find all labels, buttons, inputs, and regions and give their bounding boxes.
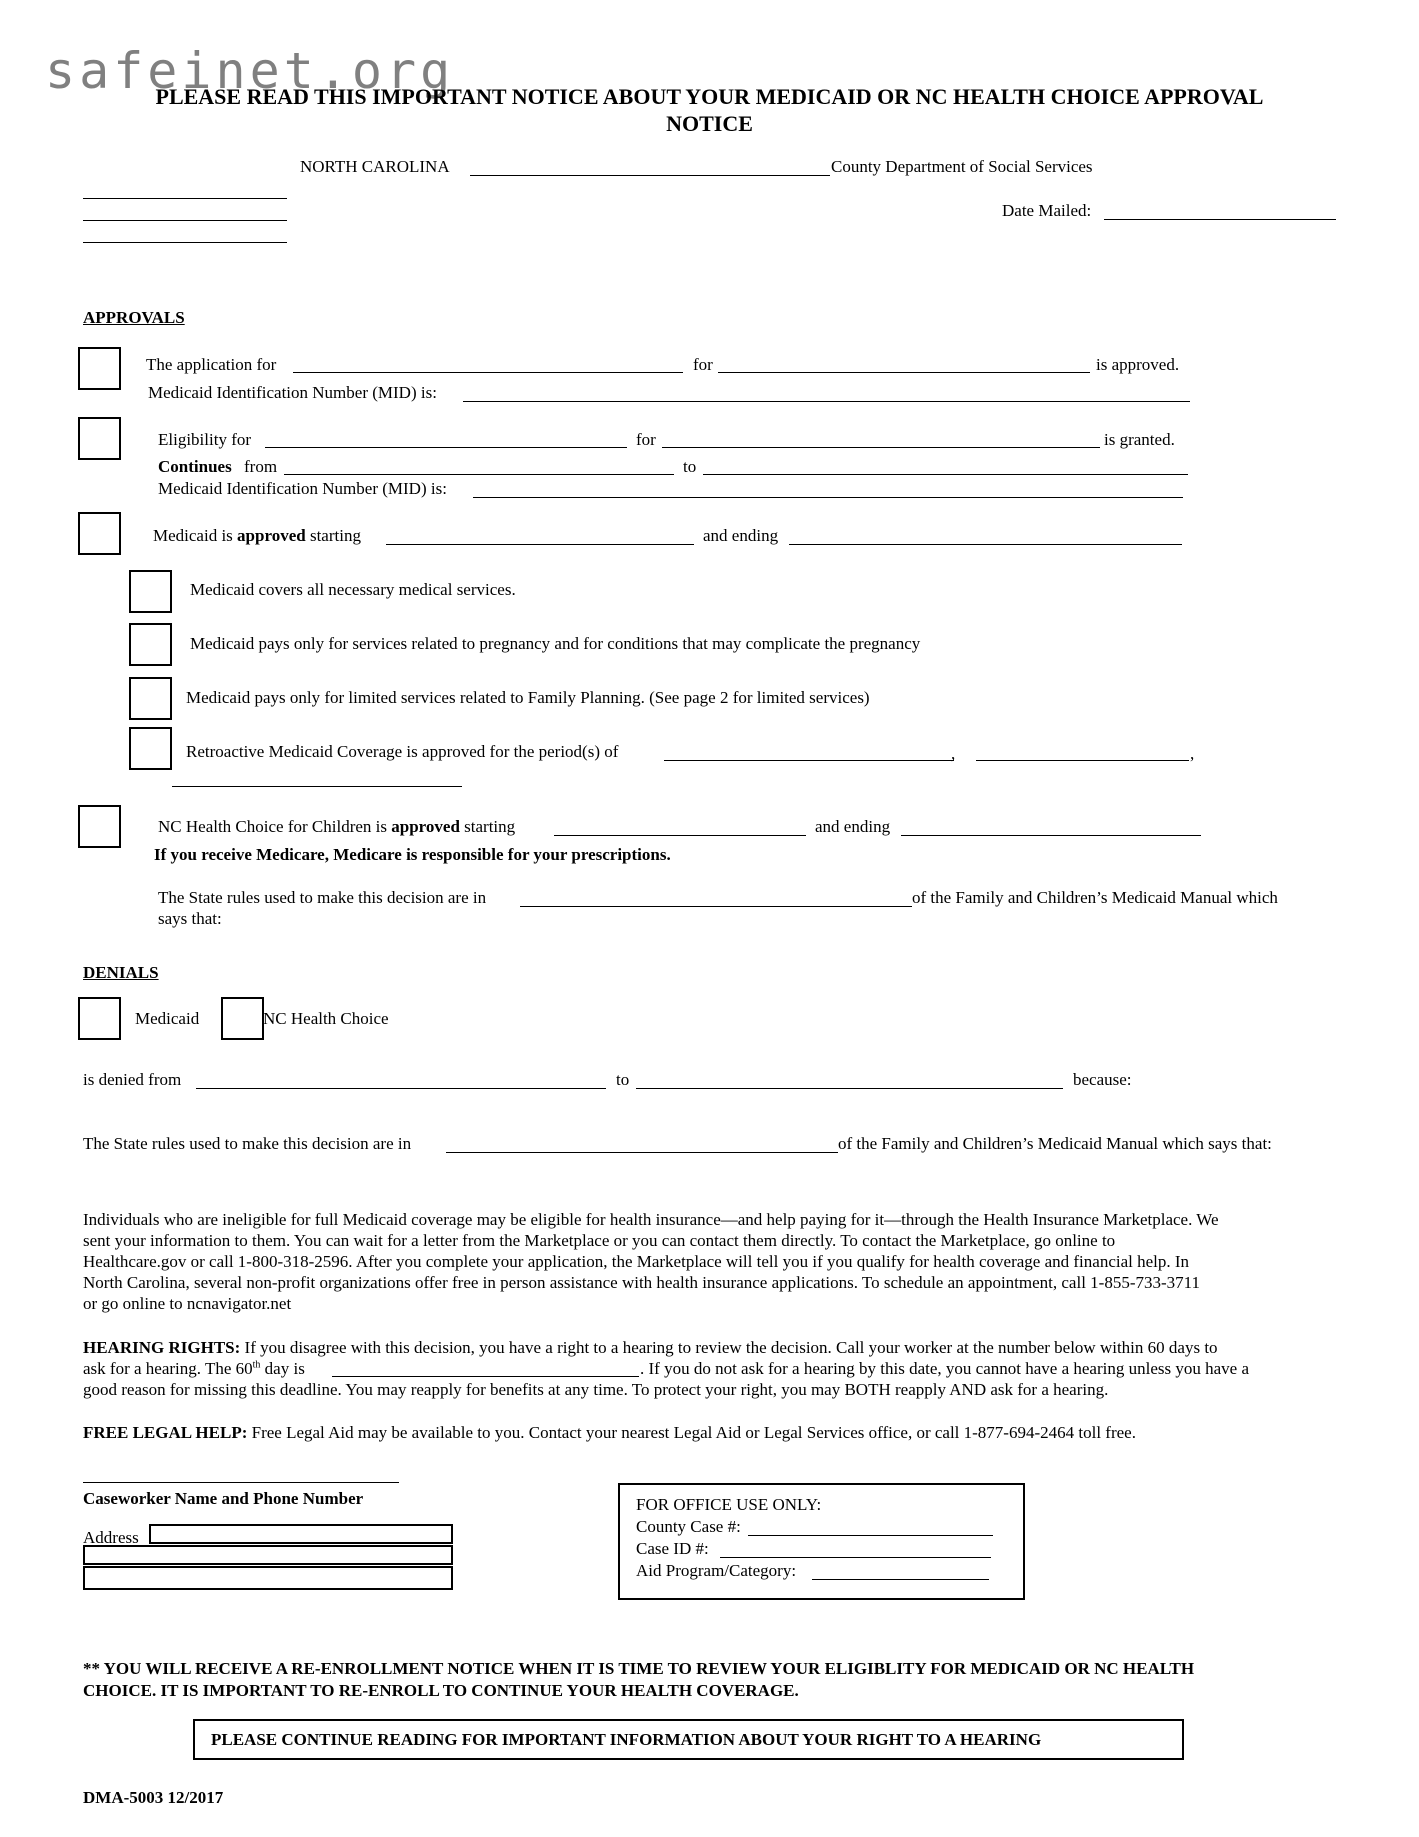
deny-medicaid-label: Medicaid xyxy=(135,1009,200,1028)
continues-label: Continues xyxy=(158,457,232,476)
legal-label: FREE LEGAL HELP: xyxy=(83,1423,248,1442)
hearing-label: HEARING RIGHTS: xyxy=(83,1338,241,1357)
hearing-line-3: good reason for missing this deadline. You may reapply for benefits at any time. To protect your right, you may BOTH reapply AND ask for a hearing. xyxy=(83,1380,1109,1399)
caseworker-label: Caseworker Name and Phone Number xyxy=(83,1489,364,1508)
reenroll-line-2: CHOICE. IT IS IMPORTANT TO RE-ENROLL TO CONTINUE YOUR HEALTH COVERAGE. xyxy=(83,1681,799,1700)
coverage-family-planning-label: Medicaid pays only for limited services related to Family Planning. (See page 2 for limited services) xyxy=(186,688,870,707)
nchc-checkbox[interactable] xyxy=(78,805,121,848)
starting-label: starting xyxy=(464,817,516,836)
approval-checkbox[interactable] xyxy=(78,347,121,390)
coverage-all-label: Medicaid covers all necessary medical services. xyxy=(190,580,516,599)
nchc-end-field[interactable] xyxy=(901,835,1201,836)
hearing-line-1 xyxy=(83,1338,1218,1358)
address-field-3[interactable] xyxy=(83,1566,453,1590)
mid-field[interactable] xyxy=(463,401,1190,402)
office-use-title: FOR OFFICE USE ONLY: xyxy=(636,1495,822,1514)
says-that: says that: xyxy=(158,909,222,928)
retro-period-field-3[interactable] xyxy=(172,786,462,787)
hearing-text-2c: . If you do not ask for a hearing by this date, you cannot have a hearing unless you have a xyxy=(640,1359,1249,1378)
for-label: for xyxy=(636,430,656,449)
case-id-field[interactable] xyxy=(720,1557,991,1558)
marketplace-line-1: Individuals who are ineligible for full Medicaid coverage may be eligible for health insurance—and help paying for it—through the Health Insurance Marketplace. We xyxy=(83,1210,1219,1229)
county-case-label: County Case #: xyxy=(636,1517,741,1536)
deny-nchc-label: NC Health Choice xyxy=(263,1009,389,1028)
approved-label: approved xyxy=(237,526,306,545)
eligibility-for-label: Eligibility for xyxy=(158,430,252,449)
comma: , xyxy=(1190,744,1195,763)
applicant-name-field[interactable] xyxy=(718,372,1090,373)
retroactive-label: Retroactive Medicaid Coverage is approved for the period(s) of xyxy=(186,742,619,761)
page-title-line1: PLEASE READ THIS IMPORTANT NOTICE ABOUT YOUR MEDICAID OR NC HEALTH CHOICE APPROVAL xyxy=(155,84,1264,109)
eligibility-name-field[interactable] xyxy=(662,447,1100,448)
denied-from-label: is denied from xyxy=(83,1070,182,1089)
denial-rules-prefix: The State rules used to make this decision are in xyxy=(83,1134,412,1153)
marketplace-line-4: North Carolina, several non-profit organizations offer free in person assistance with health insurance applications. To schedule an appointment, call 1-855-733-3711 xyxy=(83,1273,1201,1292)
county-field[interactable] xyxy=(470,175,830,176)
marketplace-line-5: or go online to ncnavigator.net xyxy=(83,1294,292,1313)
approved-label: approved xyxy=(391,817,460,836)
denial-rules-suffix: of the Family and Children’s Medicaid Manual which says that: xyxy=(838,1134,1272,1153)
county-dept-label: County Department of Social Services xyxy=(831,157,1093,176)
retro-period-field-2[interactable] xyxy=(976,760,1189,761)
and-ending-label: and ending xyxy=(815,817,891,836)
case-id-label: Case ID #: xyxy=(636,1539,709,1558)
retro-period-field-1[interactable] xyxy=(664,760,954,761)
aid-program-field[interactable] xyxy=(812,1579,989,1580)
watermark: safeinet.org xyxy=(45,42,455,100)
coverage-all-checkbox[interactable] xyxy=(129,570,172,613)
nchc-start-field[interactable] xyxy=(554,835,806,836)
is-approved-label: is approved. xyxy=(1096,355,1180,374)
continues-to-field[interactable] xyxy=(703,474,1188,475)
eligibility-type-field[interactable] xyxy=(265,447,627,448)
nchc-text xyxy=(158,817,515,837)
coverage-family-planning-checkbox[interactable] xyxy=(129,677,172,720)
reenroll-line-1: ** YOU WILL RECEIVE A RE-ENROLLMENT NOTICE WHEN IT IS TIME TO REVIEW YOUR ELIGIBLITY FOR MEDICAID OR NC HEALTH xyxy=(83,1659,1195,1678)
recipient-address-line-2[interactable] xyxy=(83,220,287,221)
to-label: to xyxy=(683,457,697,476)
medicaid-is-label: Medicaid is xyxy=(153,526,233,545)
denials-heading: DENIALS xyxy=(83,963,159,982)
medicaid-approved-text xyxy=(153,526,361,546)
form-id: DMA-5003 12/2017 xyxy=(83,1788,224,1807)
denial-rules-field[interactable] xyxy=(446,1152,838,1153)
hearing-text-2a: ask for a hearing. The 60 xyxy=(83,1359,253,1378)
comma: , xyxy=(951,744,956,763)
legal-text: Free Legal Aid may be available to you. Contact your nearest Legal Aid or Legal Services office, or call 1-877-694-2464 toll free. xyxy=(247,1423,1136,1442)
to-label: to xyxy=(616,1070,630,1089)
eligibility-checkbox[interactable] xyxy=(78,417,121,460)
county-case-field[interactable] xyxy=(748,1535,993,1536)
for-label: for xyxy=(693,355,713,374)
denied-from-field[interactable] xyxy=(196,1088,606,1089)
state-label: NORTH CAROLINA xyxy=(300,157,450,176)
rules-suffix: of the Family and Children’s Medicaid Manual which xyxy=(912,888,1278,907)
address-field-1[interactable] xyxy=(149,1524,453,1544)
superscript: th xyxy=(252,1359,261,1371)
mid-label-2: Medicaid Identification Number (MID) is: xyxy=(158,479,447,498)
nchc-label: NC Health Choice for Children is xyxy=(158,817,387,836)
deny-nchc-checkbox[interactable] xyxy=(221,997,264,1040)
application-type-field[interactable] xyxy=(293,372,683,373)
denied-to-field[interactable] xyxy=(636,1088,1063,1089)
is-granted-label: is granted. xyxy=(1104,430,1175,449)
recipient-address-line-3[interactable] xyxy=(83,242,287,243)
starting-label: starting xyxy=(309,526,361,545)
aid-program-label: Aid Program/Category: xyxy=(636,1561,797,1580)
coverage-pregnancy-label: Medicaid pays only for services related to pregnancy and for conditions that may complicate the pregnancy xyxy=(190,634,921,653)
continues-from-field[interactable] xyxy=(284,474,674,475)
rules-prefix: The State rules used to make this decision are in xyxy=(158,888,487,907)
medicaid-approved-checkbox[interactable] xyxy=(78,512,121,555)
and-ending-label: and ending xyxy=(703,526,779,545)
date-mailed-label: Date Mailed: xyxy=(1002,201,1092,220)
hearing-text-2b: day is xyxy=(260,1359,305,1378)
marketplace-line-2: sent your information to them. You can wait for a letter from the Marketplace or you can contact them directly. To contact the Marketplace, go online to xyxy=(83,1231,1116,1250)
address-label: Address xyxy=(83,1528,139,1547)
application-for-label: The application for xyxy=(146,355,277,374)
approvals-heading: APPROVALS xyxy=(83,308,185,327)
because-label: because: xyxy=(1073,1070,1132,1089)
coverage-pregnancy-checkbox[interactable] xyxy=(129,623,172,666)
deny-medicaid-checkbox[interactable] xyxy=(78,997,121,1040)
hearing-line-2 xyxy=(83,1359,305,1379)
mid-field-2[interactable] xyxy=(473,497,1183,498)
approved-start-field[interactable] xyxy=(386,544,694,545)
from-label: from xyxy=(244,457,278,476)
page-title-line2: NOTICE xyxy=(666,111,753,136)
approved-end-field[interactable] xyxy=(789,544,1182,545)
hearing-text-1: If you disagree with this decision, you have a right to a hearing to review the decision. Call your worker at the number below within 60 days to xyxy=(240,1338,1218,1357)
continue-reading-text: PLEASE CONTINUE READING FOR IMPORTANT INFORMATION ABOUT YOUR RIGHT TO A HEARING xyxy=(211,1730,1042,1749)
date-mailed-field[interactable] xyxy=(1104,219,1336,220)
legal-help xyxy=(83,1423,1136,1443)
caseworker-field[interactable] xyxy=(83,1482,399,1483)
address-field-2[interactable] xyxy=(83,1545,453,1565)
mid-label: Medicaid Identification Number (MID) is: xyxy=(148,383,437,402)
marketplace-line-3: Healthcare.gov or call 1-800-318-2596. After you complete your application, the Marketplace will tell you if you qualify for health coverage and financial help. In xyxy=(83,1252,1190,1271)
rules-section-field[interactable] xyxy=(520,906,912,907)
recipient-address-line-1[interactable] xyxy=(83,198,287,199)
medicare-note: If you receive Medicare, Medicare is responsible for your prescriptions. xyxy=(154,845,671,864)
retroactive-checkbox[interactable] xyxy=(129,727,172,770)
hearing-deadline-field[interactable] xyxy=(332,1376,639,1377)
